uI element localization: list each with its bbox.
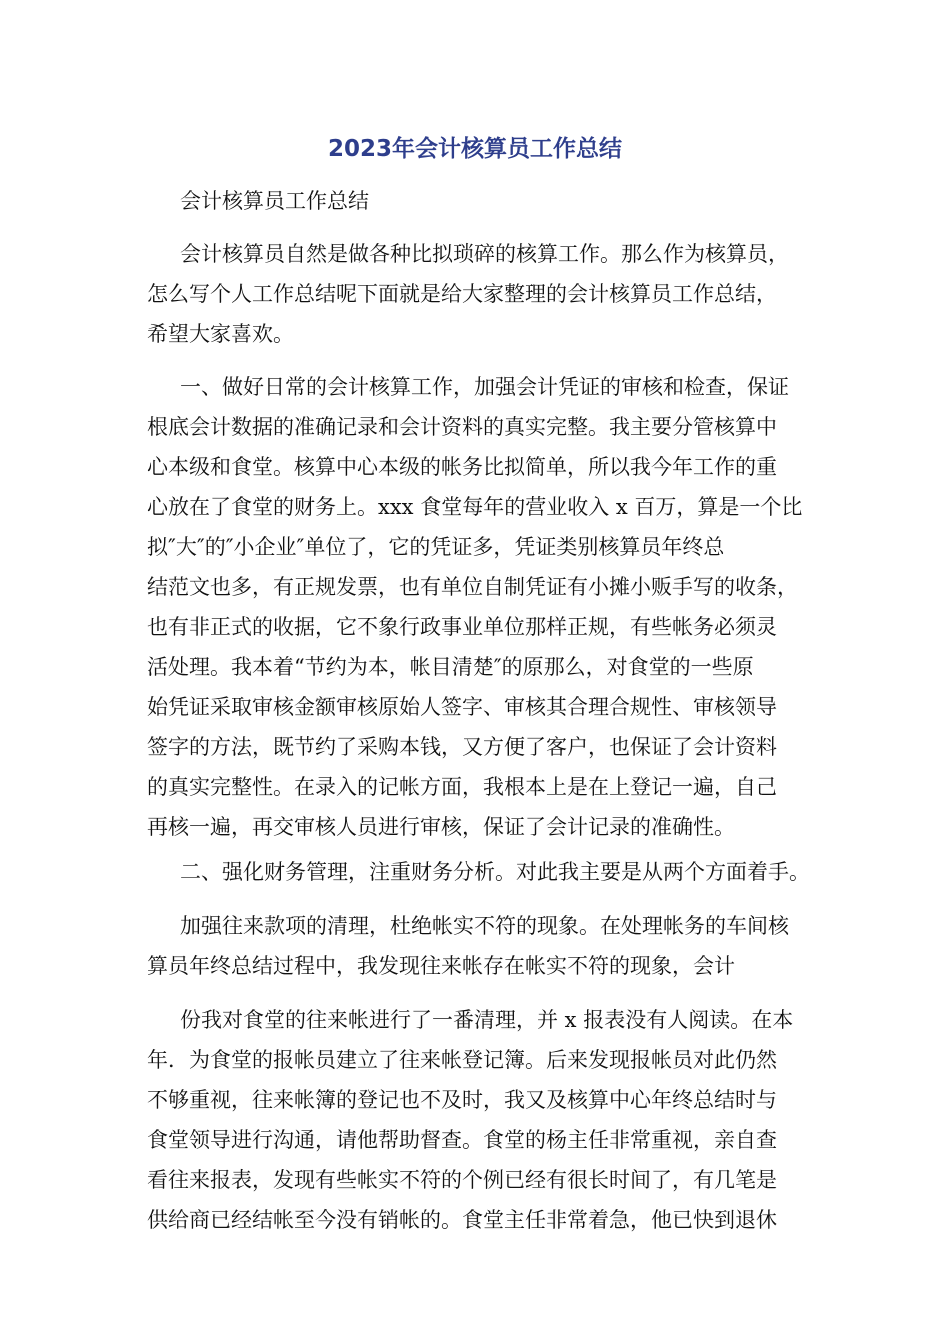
text-line: 根底会计数据的准确记录和会计资料的真实完整。我主要分管核算中 [147,415,777,439]
text-line: 看往来报表，发现有些帐实不符的个例已经有很长时间了，有几笔是 [147,1168,777,1192]
text-line: 希望大家喜欢。 [147,322,294,346]
text-line: 二、强化财务管理，注重财务分析。对此我主要是从两个方面着手。 [180,860,810,884]
text-line: 供给商已经结帐至今没有销帐的。食堂主任非常着急，他已快到退休 [147,1208,777,1232]
text-line: 再核一遍，再交审核人员进行审核，保证了会计记录的准确性。 [147,815,735,839]
text-line: 也有非正式的收据，它不象行政事业单位那样正规，有些帐务必须灵 [147,615,777,639]
text-line: 心放在了食堂的财务上。xxx 食堂每年的营业收入 x 百万，算是一个比 [147,495,803,519]
paragraph-intro [147,234,812,354]
text-line: 不够重视，往来帐簿的登记也不及时，我又及核算中心年终总结时与 [147,1088,777,1112]
text-line: 怎么写个人工作总结呢下面就是给大家整理的会计核算员工作总结， [147,282,777,306]
text-line: 年．为食堂的报帐员建立了往来帐登记簿。后来发现报帐员对此仍然 [147,1048,777,1072]
text-line: 签字的方法，既节约了采购本钱，又方便了客户，也保证了会计资料 [147,735,777,759]
text-line: 结范文也多，有正规发票，也有单位自制凭证有小摊小贩手写的收条， [147,575,798,599]
text-line: 心本级和食堂。核算中心本级的帐务比拟简单，所以我今年工作的重 [147,455,777,479]
text-line: 活处理。我本着“节约为本，帐目清楚″的原那么，对食堂的一些原 [147,655,754,679]
paragraph-subtitle [147,181,812,221]
document-title: 2023年会计核算员工作总结 [327,136,622,162]
text-line: 一、做好日常的会计核算工作，加强会计凭证的审核和检查，保证 [180,375,789,399]
text-line: 拟″大″的″小企业″单位了，它的凭证多，凭证类别核算员年终总 [147,535,725,559]
text-line: 算员年终总结过程中，我发现往来帐存在帐实不符的现象，会计 [147,954,735,978]
text-line: 会计核算员自然是做各种比拟琐碎的核算工作。那么作为核算员， [180,242,789,266]
paragraph-accounts [147,906,812,986]
text-line: 食堂领导进行沟通，请他帮助督查。食堂的杨主任非常重视，亲自查 [147,1128,777,1152]
text-line: 加强往来款项的清理，杜绝帐实不符的现象。在处理帐务的车间核 [180,914,789,938]
text-line: 的真实完整性。在录入的记帐方面，我根本上是在上登记一遍，自己 [147,775,777,799]
text-line: 会计核算员工作总结 [180,189,369,213]
paragraph-cleanup [147,1000,812,1240]
text-line: 份我对食堂的往来帐进行了一番清理，并 x 报表没有人阅读。在本 [180,1008,794,1032]
paragraph-section-one [147,367,812,847]
text-line: 始凭证采取审核金额审核原始人签字、审核其合理合规性、审核领导 [147,695,777,719]
paragraph-section-two [147,852,812,892]
